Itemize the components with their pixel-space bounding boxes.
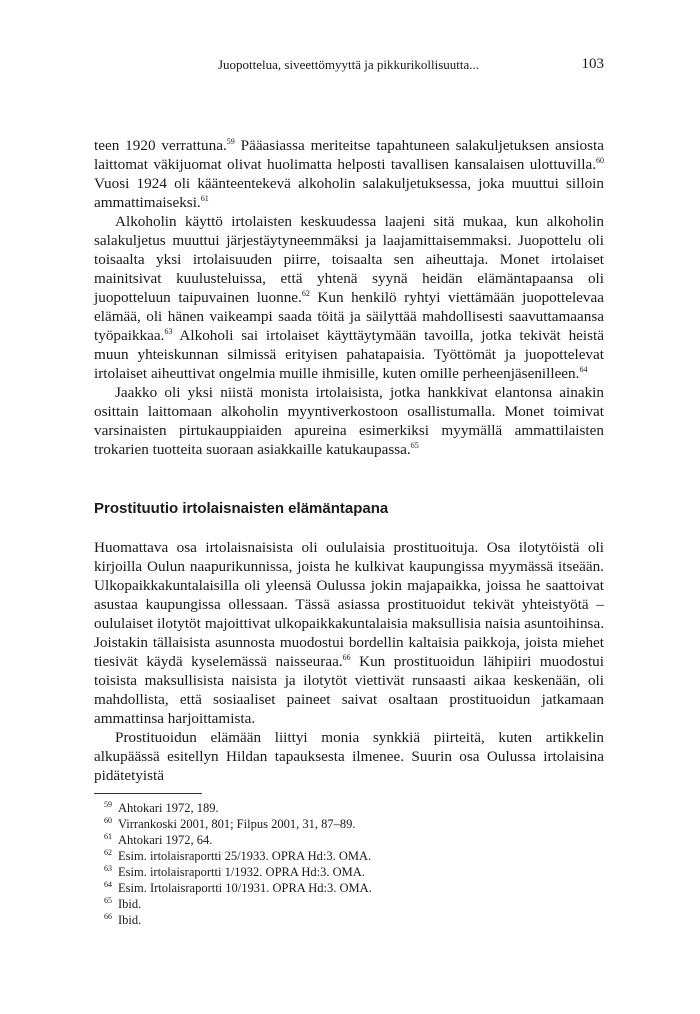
footnote-ref[interactable]: 60 bbox=[596, 156, 604, 165]
footnote-ref[interactable]: 66 bbox=[342, 653, 351, 662]
paragraph-5 bbox=[94, 728, 604, 785]
text-run: Prostituoidun elämään liittyi monia synkkiä piirteitä, kuten artikkelin alkupäässä esitellyn Hildan tapauksesta ilmenee. Suurin osa Oulussa irtolaisina pidätetyistä bbox=[94, 729, 604, 784]
section-heading: Prostituutio irtolaisnaisten elämäntapana bbox=[94, 500, 389, 517]
footnote-text: Ibid. bbox=[118, 913, 142, 927]
footnote: 65 Ibid. bbox=[104, 896, 142, 911]
footnote: 62 Esim. irtolaisraportti 25/1933. OPRA Hd:3. OMA. bbox=[104, 848, 372, 863]
body-text bbox=[94, 136, 604, 785]
text-run: Huomattava osa irtolaisnaisista oli oululaisia prostituoituja. Osa ilotytöistä oli kirjoilla Oulun naapurikunnissa, joista he kulkivat kaupungissa myymässä itseään. Ulkopaikkakuntalaisilla oli yleensä Oulussa jokin majapaikka, joissa he saattoivat asustaa kaupungissa ollessaan. Tässä asiassa prostituoidut tekivät yhteistyötä – oululaiset ilotytöt majoittivat ulkopaikkakuntalaisia maksullisia naisia asuntoihinsa. Joistakin tällaisista asunnosta muodostui bordellin kaltaisia paikkoja, joista miehet tiesivät käydä kyselemässä naisseuraa. bbox=[94, 539, 604, 670]
text-run: Kun henkilö ryhtyi viettämään juopottelevaa elämää, oli hänen vaikeampi saada töitä ja säilyttää mahdollisesti saavuttamaansa työpaikkaa. bbox=[94, 289, 604, 344]
text-run: Pääasiassa meriteitse tapahtuneen salakuljetuksen ansiosta laittomat väkijuomat olivat huolimatta helposti tavallisen kansalaisen ulottuvilla. bbox=[94, 137, 605, 173]
footnote-text: Ibid. bbox=[118, 897, 142, 911]
footnote: 64 Esim. Irtolaisraportti 10/1931. OPRA Hd:3. OMA. bbox=[104, 880, 372, 895]
paragraph-1 bbox=[94, 136, 604, 212]
footnote-ref[interactable]: 61 bbox=[200, 194, 209, 203]
footnote-text: Virrankoski 2001, 801; Filpus 2001, 31, 87–89. bbox=[118, 817, 356, 831]
footnote-ref[interactable]: 62 bbox=[301, 289, 310, 298]
footnote-ref[interactable]: 59 bbox=[226, 137, 235, 146]
text-run: Vuosi 1924 oli käänteentekevä alkoholin salakuljetuksessa, joka muuttui silloin ammattimaiseksi. bbox=[94, 175, 604, 211]
footnote-divider bbox=[94, 793, 202, 794]
text-run: teen 1920 verrattuna. bbox=[94, 137, 227, 154]
text-run: Kun prostituoidun lähipiiri muodostui toisista maksullisista naisista ja ilotytöt viettivät runsaasti aikaa keskenään, oli mahdollista, että sosiaaliset paineet saivat osaltaan prostituoidun jatkamaan ammattinsa harjoittamista. bbox=[94, 653, 605, 727]
footnote: 63 Esim. irtolaisraportti 1/1932. OPRA Hd:3. OMA. bbox=[104, 864, 365, 879]
footnote-text: Esim. Irtolaisraportti 10/1931. OPRA Hd:3. OMA. bbox=[118, 881, 372, 895]
footnote-text: Esim. irtolaisraportti 25/1933. OPRA Hd:3. OMA. bbox=[118, 849, 372, 863]
footnote: 66 Ibid. bbox=[104, 912, 142, 927]
footnote-text: Esim. irtolaisraportti 1/1932. OPRA Hd:3. OMA. bbox=[118, 865, 365, 879]
page-number: 103 bbox=[581, 56, 604, 72]
footnote: 61 Ahtokari 1972, 64. bbox=[104, 832, 213, 847]
footnote: 60 Virrankoski 2001, 801; Filpus 2001, 31, 87–89. bbox=[104, 816, 356, 831]
footnote: 59 Ahtokari 1972, 189. bbox=[104, 800, 219, 815]
footnotes bbox=[104, 800, 604, 928]
footnote-ref[interactable]: 65 bbox=[410, 441, 419, 450]
footnote-text: Ahtokari 1972, 64. bbox=[118, 833, 213, 847]
paragraph-3 bbox=[94, 383, 604, 459]
footnote-ref[interactable]: 63 bbox=[164, 327, 173, 336]
paragraph-4 bbox=[94, 538, 604, 728]
text-run: Alkoholi sai irtolaiset käyttäytymään tavoilla, jotka tekivät heistä muun yhteiskunnan silmissä erityisen pahatapaisia. Työttömät ja juopottelevat irtolaiset aiheuttivat ongelmia muille ihmisille, kuten omille perheenjäsenilleen. bbox=[94, 327, 604, 382]
footnote-text: Ahtokari 1972, 189. bbox=[118, 801, 219, 815]
running-title: Juopottelua, siveettömyyttä ja pikkurikollisuutta... bbox=[218, 57, 480, 72]
footnote-ref[interactable]: 64 bbox=[579, 365, 588, 374]
paragraph-2 bbox=[94, 212, 604, 383]
text-run: Jaakko oli yksi niistä monista irtolaisista, jotka hankkivat elantonsa ainakin osittain laittomaan alkoholin myyntiverkostoon osallistumalla. Monet toimivat varsinaisten pirtukauppiaiden apureina esimerkiksi myymällä ammattilaisten trokarien tuotteita suoraan asiakkaille katukaupassa. bbox=[94, 384, 604, 458]
text-run: Alkoholin käyttö irtolaisten keskuudessa laajeni sitä mukaa, kun alkoholin salakuljetus muuttui järjestäytyneemmäksi ja laajamittaisemmaksi. Juopottelu oli toisaalta yksi irtolaisuuden piirre, toisaalta sen aiheuttaja. Monet irtolaiset mainitsivat kuulusteluissa, että yhtenä syynä heidän elämäntapaansa oli juopotteluun taipuvainen luonne. bbox=[94, 213, 604, 306]
